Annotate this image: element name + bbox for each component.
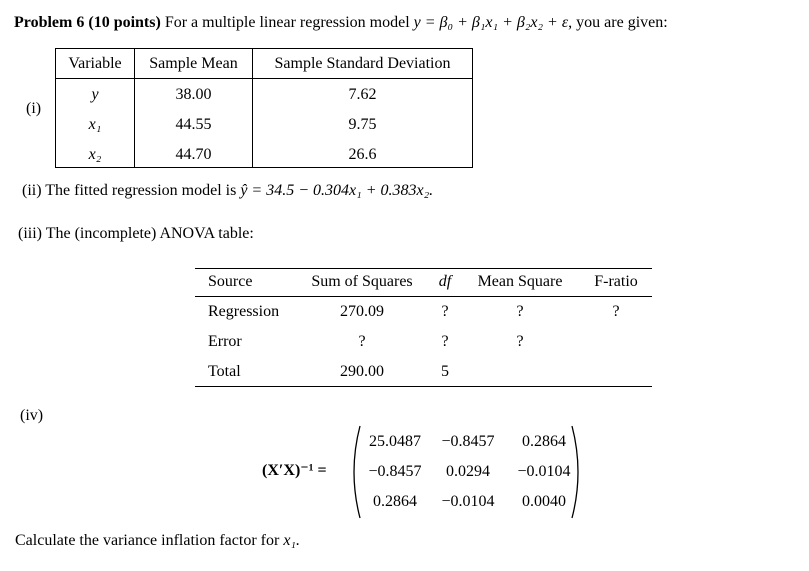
anova-header-f: F-ratio	[594, 273, 638, 290]
part-i-label: (i)	[26, 100, 42, 117]
matrix-cell: 0.0040	[522, 493, 566, 510]
col-header-mean: Sample Mean	[149, 55, 238, 72]
row-x1-sd: 9.75	[348, 116, 377, 133]
col-header-variable: Variable	[68, 55, 122, 72]
question-var: x₁.	[283, 532, 300, 549]
anova-header-ms: Mean Square	[477, 273, 563, 290]
matrix-cell: −0.8457	[368, 463, 422, 480]
matrix-cell: 0.0294	[446, 463, 490, 480]
points-label: (10 points)	[88, 14, 161, 31]
matrix-cell: 0.2864	[373, 493, 417, 510]
part-iii-text: (iii) The (incomplete) ANOVA table:	[18, 225, 254, 242]
matrix-cell: −0.0104	[441, 493, 495, 510]
col-header-sd: Sample Standard Deviation	[274, 55, 451, 72]
question-text: Calculate the variance inflation factor for	[15, 532, 280, 549]
anova-row-error-source: Error	[208, 333, 242, 350]
anova-row-regression-ss: 270.09	[340, 303, 384, 320]
row-x2-sd: 26.6	[348, 146, 377, 163]
problem-label: Problem 6	[14, 14, 85, 31]
anova-row-regression-df: ?	[441, 303, 449, 320]
problem-header	[14, 14, 668, 32]
anova-header-df: df	[438, 273, 452, 290]
row-x2-mean: 44.70	[175, 146, 212, 163]
anova-row-total-df: 5	[441, 363, 449, 380]
anova-row-regression-source: Regression	[208, 303, 280, 320]
given-text: , you are given:	[568, 14, 668, 31]
anova-header-ss: Sum of Squares	[311, 273, 413, 290]
row-y-variable: y	[91, 86, 99, 103]
matrix-label-text: (X′X)⁻¹ =	[262, 462, 327, 479]
row-x1-variable: x₁	[88, 116, 102, 133]
matrix-label	[262, 460, 327, 480]
fitted-equation: ŷ = 34.5 − 0.304x₁ + 0.383x₂.	[240, 182, 434, 199]
matrix-cell: 25.0487	[369, 433, 421, 450]
intro-text: For a multiple linear regression model	[164, 14, 410, 31]
matrix-cell: −0.8457	[441, 433, 495, 450]
anova-row-error-ms: ?	[516, 333, 524, 350]
anova-row-total-source: Total	[208, 363, 241, 380]
anova-row-total-ss: 290.00	[340, 363, 384, 380]
part-ii	[22, 182, 433, 200]
matrix-cell: −0.0104	[517, 463, 571, 480]
model-equation: y = β₀ + β₁x₁ + β₂x₂ + ε	[413, 14, 569, 31]
row-x1-mean: 44.55	[175, 116, 212, 133]
anova-row-error-df: ?	[441, 333, 449, 350]
row-y-mean: 38.00	[175, 86, 212, 103]
anova-row-error-ss: ?	[358, 333, 366, 350]
row-x2-variable: x₂	[88, 146, 102, 163]
question	[15, 532, 300, 550]
part-iv-label: (iv)	[20, 407, 44, 424]
anova-row-regression-f: ?	[612, 303, 620, 320]
row-y-sd: 7.62	[348, 86, 377, 103]
part-ii-text: (ii) The fitted regression model is	[22, 182, 237, 199]
matrix-cell: 0.2864	[522, 433, 566, 450]
anova-row-regression-ms: ?	[516, 303, 524, 320]
anova-header-source: Source	[208, 273, 253, 290]
